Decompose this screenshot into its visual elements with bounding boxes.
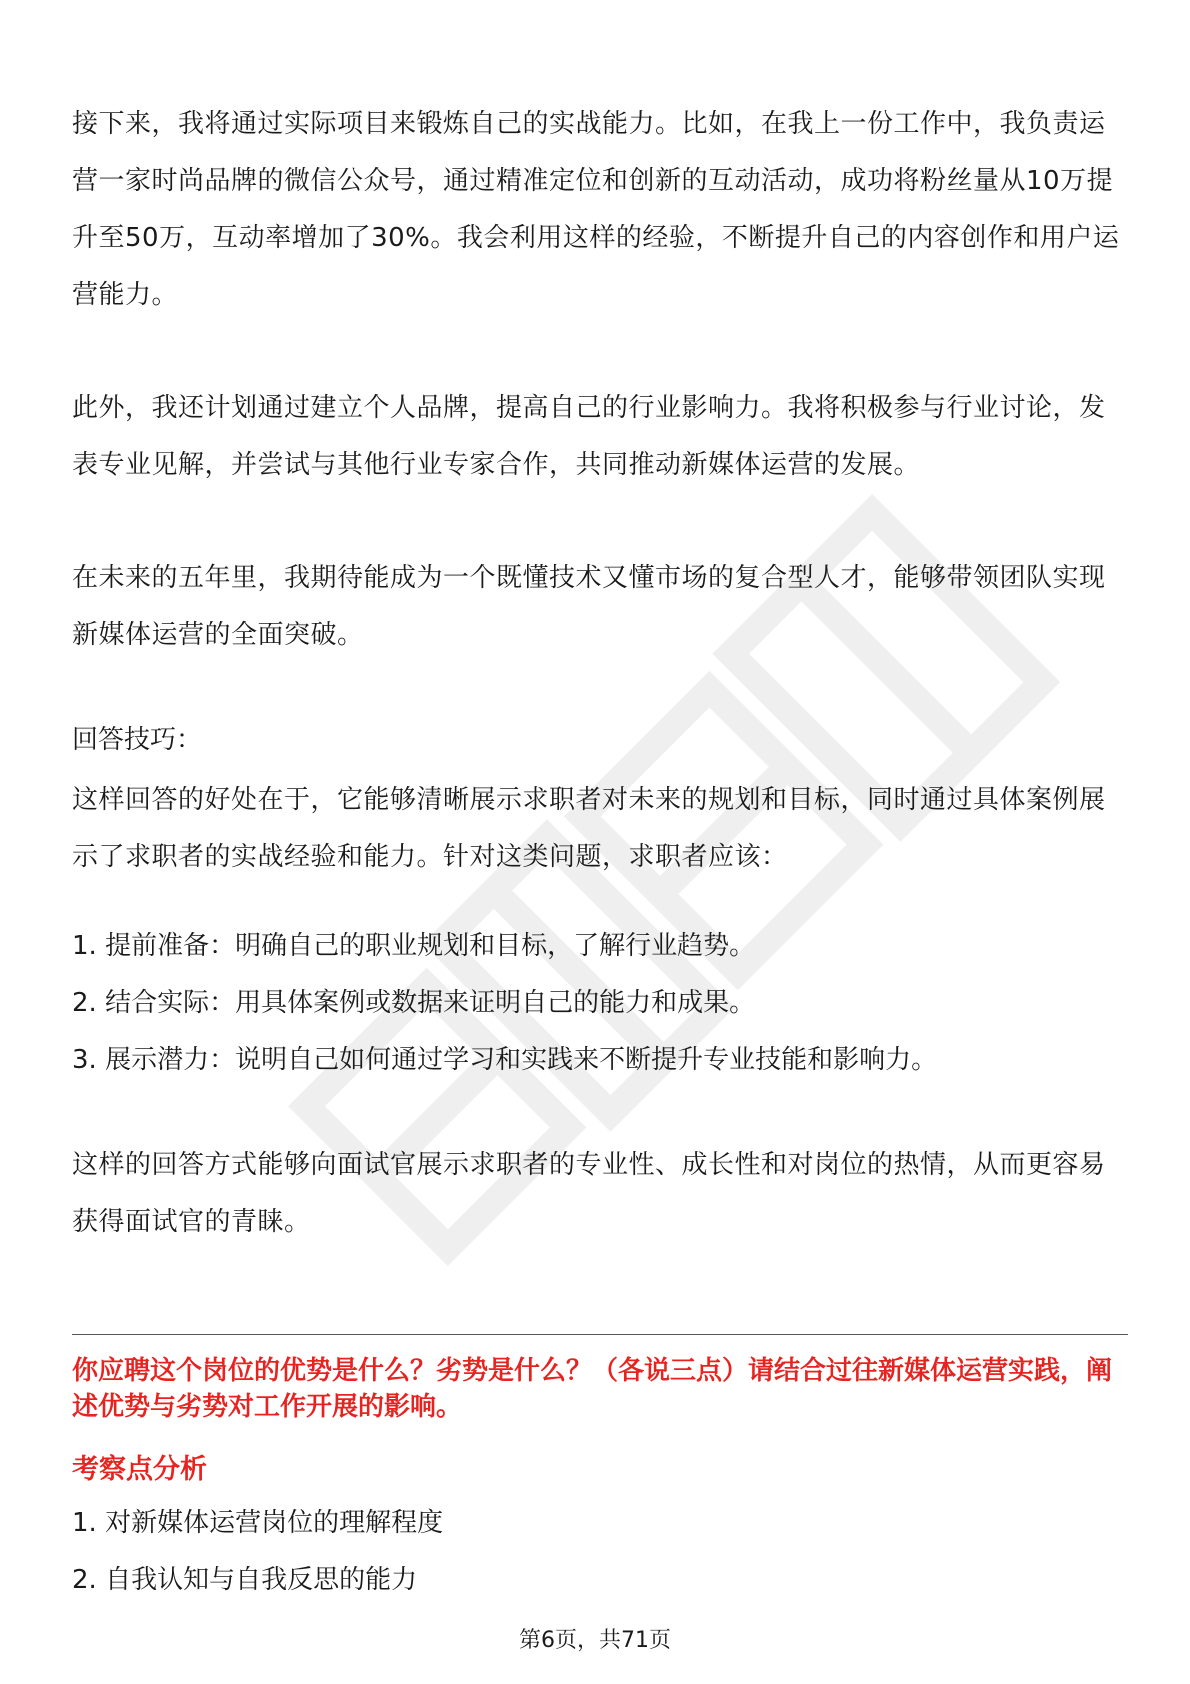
page-number: 第6页，共71页: [519, 1628, 671, 1653]
tip-item-potential: 3. 展示潜力：说明自己如何通过学习和实践来不断提升专业技能和影响力。: [72, 1045, 938, 1075]
paragraph-personal-brand: 此外，我还计划通过建立个人品牌，提高自己的行业影响力。我将积极参与行业讨论，发表专业见解，并尝试与其他行业专家合作，共同推动新媒体运营的发展。: [72, 393, 1106, 480]
tip-item-combine: 2. 结合实际：用具体案例或数据来证明自己的能力和成果。: [72, 988, 756, 1018]
analysis-title: 考察点分析: [72, 1454, 207, 1485]
tips-conclusion: 这样的回答方式能够向面试官展示求职者的专业性、成长性和对岗位的热情，从而更容易获得面试官的青睐。: [72, 1150, 1106, 1237]
paragraph-five-year-goal: 在未来的五年里，我期待能成为一个既懂技术又懂市场的复合型人才，能够带领团队实现新媒体运营的全面突破。: [72, 563, 1106, 650]
next-question: 你应聘这个岗位的优势是什么？劣势是什么？（各说三点）请结合过往新媒体运营实践，阐述优势与劣势对工作开展的影响。: [72, 1356, 1113, 1422]
section-divider: [72, 1334, 1128, 1335]
analysis-item-self-awareness: 2. 自我认知与自我反思的能力: [72, 1565, 418, 1595]
analysis-points: [72, 1503, 1128, 1617]
tips-intro: 这样回答的好处在于，它能够清晰展示求职者对未来的规划和目标，同时通过具体案例展示了求职者的实战经验和能力。针对这类问题，求职者应该：: [72, 785, 1106, 872]
tip-item-prepare: 1. 提前准备：明确自己的职业规划和目标，了解行业趋势。: [72, 931, 756, 961]
paragraph-practice: 接下来，我将通过实际项目来锻炼自己的实战能力。比如，在我上一份工作中，我负责运营一家时尚品牌的微信公众号，通过精准定位和创新的互动活动，成功将粉丝量从10万提升至50万，互动率增加了30%。我会利用这样的经验，不断提升自己的内容创作和用户运营能力。: [72, 109, 1120, 310]
analysis-item-understanding: 1. 对新媒体运营岗位的理解程度: [72, 1508, 444, 1538]
document-body: [72, 96, 1128, 1251]
tips-label: 回答技巧：: [72, 725, 203, 755]
